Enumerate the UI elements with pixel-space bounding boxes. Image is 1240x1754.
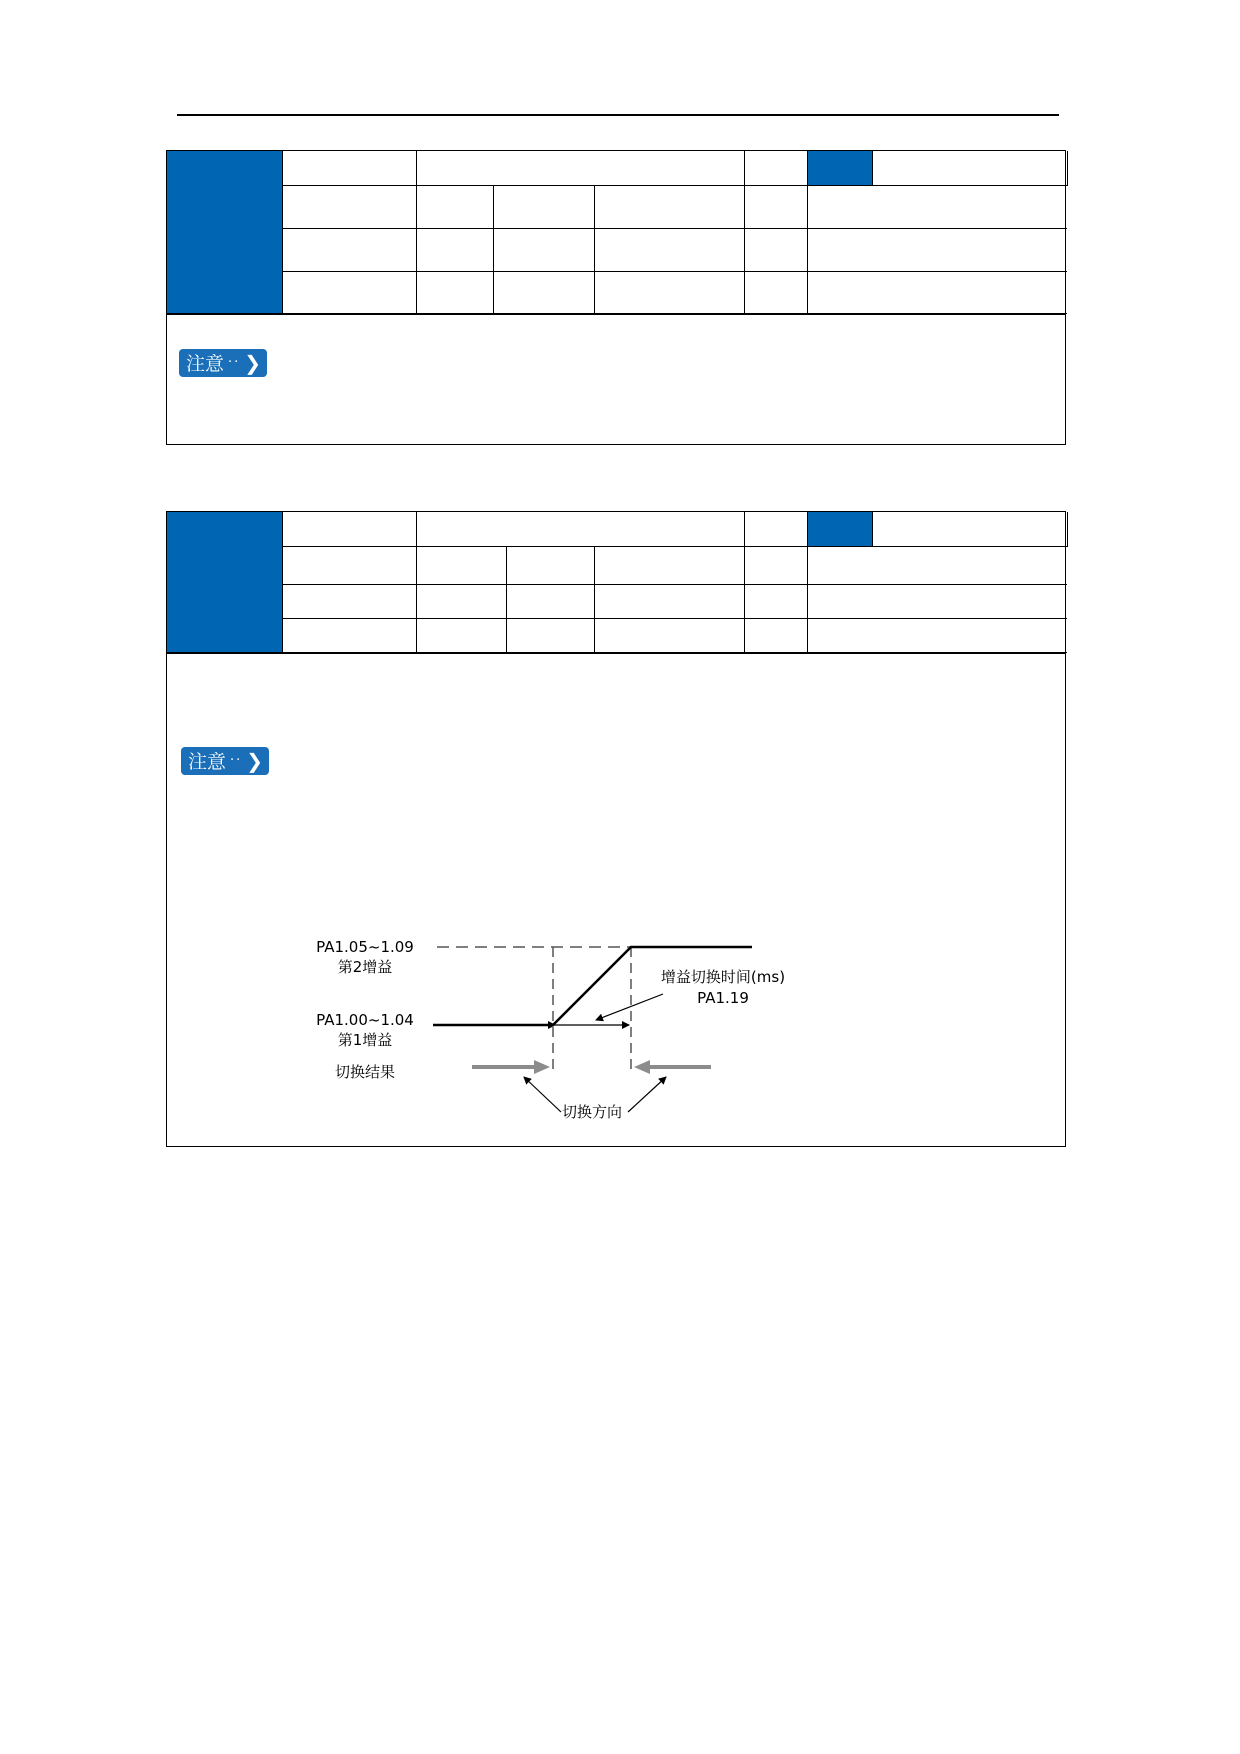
note-label: 注意 [186,353,225,375]
switch-forward-arrowhead [534,1060,550,1074]
gain2-label: 第2增益 [337,958,393,976]
note-dots: ·· [228,355,241,370]
note-dots: ·· [230,753,243,768]
direction-pointer-left [524,1077,561,1112]
switch-direction-label: 切换方向 [561,1103,623,1121]
direction-pointer-right [628,1077,666,1112]
gain-curve [433,947,752,1025]
gain1-label: 第1增益 [337,1031,393,1049]
switch-time-label: 增益切换时间(ms) [660,968,786,986]
note-label: 注意 [188,751,227,773]
chevron-right-icon: ❯ [246,748,264,773]
switch-time-pointer [596,994,663,1020]
switch-result-label: 切换结果 [334,1063,396,1081]
switch-time-param-label: PA1.19 [697,989,749,1007]
gain1-range-label: PA1.00~1.04 [316,1011,414,1029]
switch-backward-arrowhead [634,1060,650,1074]
chevron-right-icon: ❯ [244,350,262,375]
gain2-range-label: PA1.05~1.09 [316,938,414,956]
